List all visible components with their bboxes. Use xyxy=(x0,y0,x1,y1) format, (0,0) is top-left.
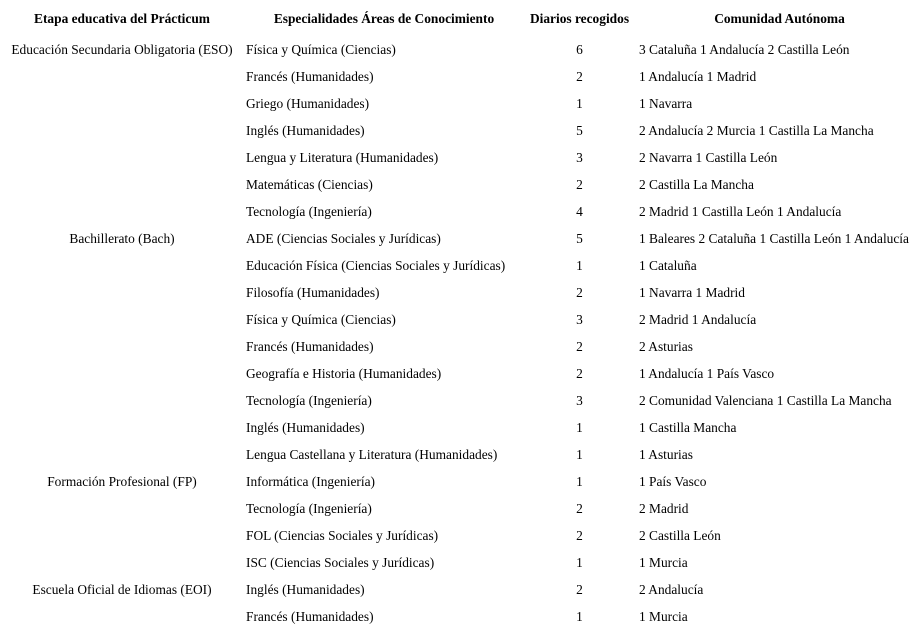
table-row xyxy=(0,603,924,630)
region-cell: 2 Andalucía 2 Murcia 1 Castilla La Mancha xyxy=(639,123,874,138)
region-cell: 2 Navarra 1 Castilla León xyxy=(639,150,778,165)
header-specialty: Especialidades Áreas de Conocimiento xyxy=(273,10,495,26)
region-cell: 2 Madrid 1 Castilla León 1 Andalucía xyxy=(639,204,842,219)
specialty-cell: Tecnología (Ingeniería) xyxy=(246,204,372,219)
specialty-cell: ISC (Ciencias Sociales y Jurídicas) xyxy=(246,555,435,570)
stage-cell: Bachillerato (Bach) xyxy=(69,231,175,246)
table-row xyxy=(0,387,924,414)
diaries-count-cell: 6 xyxy=(576,42,583,57)
specialty-cell: Francés (Humanidades) xyxy=(246,609,374,624)
table-row xyxy=(0,279,924,306)
diaries-count-cell: 2 xyxy=(576,69,583,84)
header-region: Comunidad Autónoma xyxy=(714,10,845,26)
specialty-cell: Griego (Humanidades) xyxy=(246,96,370,111)
stage-cell: Formación Profesional (FP) xyxy=(47,474,197,489)
diaries-count-cell: 2 xyxy=(576,285,583,300)
region-cell: 1 Castilla Mancha xyxy=(639,420,737,435)
table-row xyxy=(0,36,924,63)
stage-cell xyxy=(0,252,244,279)
region-cell: 2 Madrid 1 Andalucía xyxy=(639,312,757,327)
specialty-cell: Inglés (Humanidades) xyxy=(246,582,365,597)
specialty-cell: Tecnología (Ingeniería) xyxy=(246,393,372,408)
table-row xyxy=(0,414,924,441)
table-row xyxy=(0,495,924,522)
region-cell: 2 Castilla La Mancha xyxy=(639,177,754,192)
specialty-cell: Educación Física (Ciencias Sociales y Jurídicas) xyxy=(246,258,506,273)
diaries-count-cell: 2 xyxy=(576,177,583,192)
stage-cell xyxy=(0,171,244,198)
diaries-count-cell: 3 xyxy=(576,150,583,165)
stage-cell xyxy=(0,387,244,414)
specialty-cell: Informática (Ingeniería) xyxy=(246,474,375,489)
specialty-cell: Física y Química (Ciencias) xyxy=(246,42,396,57)
table-row xyxy=(0,171,924,198)
diaries-count-cell: 3 xyxy=(576,312,583,327)
region-cell: 3 Cataluña 1 Andalucía 2 Castilla León xyxy=(639,42,850,57)
diaries-count-cell: 5 xyxy=(576,123,583,138)
diaries-count-cell: 2 xyxy=(576,501,583,516)
diaries-count-cell: 5 xyxy=(576,231,583,246)
specialty-cell: Inglés (Humanidades) xyxy=(246,420,365,435)
stage-cell xyxy=(0,333,244,360)
diaries-count-cell: 1 xyxy=(576,258,583,273)
region-cell: 2 Castilla León xyxy=(639,528,721,543)
table-row xyxy=(0,63,924,90)
stage-cell xyxy=(0,306,244,333)
specialty-cell: Física y Química (Ciencias) xyxy=(246,312,396,327)
header-diaries: Diarios recogidos xyxy=(529,10,630,26)
specialty-cell: Francés (Humanidades) xyxy=(246,69,374,84)
header-stage: Etapa educativa del Prácticum xyxy=(34,10,210,26)
diaries-count-cell: 2 xyxy=(576,339,583,354)
table-row xyxy=(0,549,924,576)
region-cell: 2 Comunidad Valenciana 1 Castilla La Mancha xyxy=(639,393,892,408)
region-cell: 1 Baleares 2 Cataluña 1 Castilla León 1 Andalucía xyxy=(639,231,909,246)
region-cell: 1 Asturias xyxy=(639,447,693,462)
table-row xyxy=(0,360,924,387)
table-row xyxy=(0,225,924,252)
stage-cell xyxy=(0,603,244,630)
specialty-cell: Inglés (Humanidades) xyxy=(246,123,365,138)
stage-cell: Escuela Oficial de Idiomas (EOI) xyxy=(32,582,212,597)
stage-cell xyxy=(0,495,244,522)
stage-cell xyxy=(0,522,244,549)
region-cell: 1 Navarra 1 Madrid xyxy=(639,285,745,300)
region-cell: 2 Asturias xyxy=(639,339,693,354)
stage-cell xyxy=(0,90,244,117)
region-cell: 1 Andalucía 1 Madrid xyxy=(639,69,757,84)
region-cell: 2 Madrid xyxy=(639,501,689,516)
stage-cell xyxy=(0,414,244,441)
table-row xyxy=(0,252,924,279)
region-cell: 2 Andalucía xyxy=(639,582,704,597)
table-row xyxy=(0,198,924,225)
table-header xyxy=(0,0,924,36)
specialty-cell: ADE (Ciencias Sociales y Jurídicas) xyxy=(246,231,441,246)
table-row xyxy=(0,144,924,171)
stage-cell xyxy=(0,279,244,306)
stage-cell xyxy=(0,117,244,144)
specialty-cell: Geografía e Historia (Humanidades) xyxy=(246,366,442,381)
diaries-count-cell: 1 xyxy=(576,474,583,489)
diaries-count-cell: 1 xyxy=(576,420,583,435)
diaries-count-cell: 4 xyxy=(576,204,583,219)
stage-cell xyxy=(0,360,244,387)
region-cell: 1 País Vasco xyxy=(639,474,707,489)
specialty-cell: Lengua y Literatura (Humanidades) xyxy=(246,150,439,165)
table-row xyxy=(0,333,924,360)
diaries-count-cell: 2 xyxy=(576,582,583,597)
table-row xyxy=(0,522,924,549)
stage-cell xyxy=(0,144,244,171)
table-row xyxy=(0,117,924,144)
table-row xyxy=(0,306,924,333)
table-row xyxy=(0,441,924,468)
stage-cell xyxy=(0,198,244,225)
stage-cell: Educación Secundaria Obligatoria (ESO) xyxy=(11,42,233,57)
specialty-cell: Tecnología (Ingeniería) xyxy=(246,501,372,516)
table-body xyxy=(0,36,924,630)
diaries-count-cell: 3 xyxy=(576,393,583,408)
specialty-cell: Matemáticas (Ciencias) xyxy=(246,177,373,192)
region-cell: 1 Murcia xyxy=(639,555,688,570)
stage-cell xyxy=(0,549,244,576)
table-row xyxy=(0,90,924,117)
table-row xyxy=(0,576,924,603)
specialty-cell: Francés (Humanidades) xyxy=(246,339,374,354)
table-row xyxy=(0,468,924,495)
diaries-count-cell: 1 xyxy=(576,447,583,462)
region-cell: 1 Andalucía 1 País Vasco xyxy=(639,366,775,381)
stage-cell xyxy=(0,63,244,90)
specialty-cell: Lengua Castellana y Literatura (Humanidades) xyxy=(246,447,498,462)
diaries-count-cell: 1 xyxy=(576,609,583,624)
specialty-cell: FOL (Ciencias Sociales y Jurídicas) xyxy=(246,528,439,543)
stage-cell xyxy=(0,441,244,468)
region-cell: 1 Navarra xyxy=(639,96,693,111)
diaries-count-cell: 2 xyxy=(576,528,583,543)
diaries-count-cell: 1 xyxy=(576,555,583,570)
diaries-count-cell: 1 xyxy=(576,96,583,111)
header-row xyxy=(0,0,924,36)
diaries-count-cell: 2 xyxy=(576,366,583,381)
region-cell: 1 Murcia xyxy=(639,609,688,624)
region-cell: 1 Cataluña xyxy=(639,258,697,273)
specialty-cell: Filosofía (Humanidades) xyxy=(246,285,380,300)
